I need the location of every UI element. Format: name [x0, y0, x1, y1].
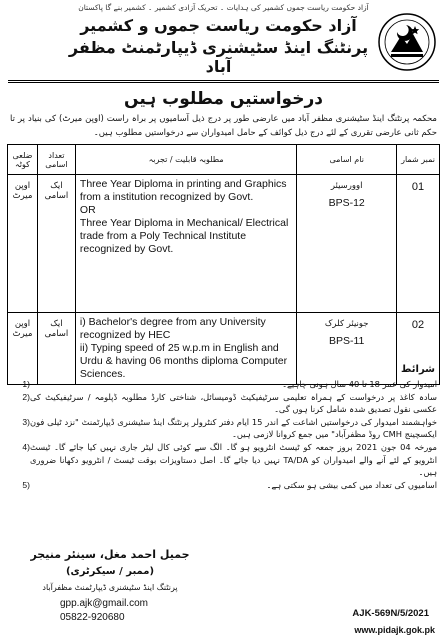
table-row [8, 175, 440, 313]
signatory-name: جمیل احمد مغل، سینئر منیجر [30, 548, 190, 561]
term-text: سادہ کاغذ پر درخواست کے ہمراہ تعلیمی سرٹیفیکیٹ ڈومیسائل، شناختی کارڈ مطلوبہ ڈپلومہ / سرٹیفیکیٹ کی عکسی نقول تصدیق شدہ شامل کرنا ہوں گی۔ [30, 391, 437, 415]
qualification-cell: Three Year Diploma in printing and Graphics from a institution recognized by Govt. OR Three Year Diploma in Mechanical/ Electrical trade from a Poly Technical Institute recognized by Govt. [75, 175, 296, 313]
list-item [10, 441, 437, 479]
quota-cell: اوپن میرٹ [8, 313, 38, 385]
list-item [10, 391, 437, 416]
table-row [8, 313, 440, 385]
terms-heading: شرائط [401, 364, 435, 375]
serial-cell [397, 175, 440, 313]
col-header-qualification: مطلوبہ قابلیت / تجربہ [75, 145, 296, 175]
header-divider-2 [8, 82, 439, 83]
qualification-cell: i) Bachelor's degree from any University recognized by HEC ii) Typing speed of 25 w.p.m in English and Urdu & having 06 months diploma Computer Sciences. [75, 313, 296, 385]
notice-intro: محکمہ پرنٹنگ اینڈ سٹیشنری مظفر آباد میں عارضی طور پر درج ذیل آسامیوں پر براہ راست (اوپن میرٹ) کی بنیاد پر تا حکم ثانی عارضی تقرری کے لئے درج ذیل کوائف کے حامل امیدواران سے درخواستیں مطلوب ہیں۔ [10, 114, 437, 138]
notice-title: درخواستیں مطلوب ہیں [124, 89, 323, 109]
term-number: (2 [22, 391, 30, 402]
count-cell: ایک اسامی [37, 313, 75, 385]
term-number: (5 [22, 479, 30, 490]
govt-title: آزاد حکومت ریاست جموں و کشمیر [80, 16, 357, 35]
table-header-row [8, 145, 440, 175]
signatory-department: پرنٹنگ اینڈ سٹیشنری ڈیپارٹمنٹ مظفرآباد [42, 583, 178, 592]
term-text: امیدوار کی عمر 18 تا 40 سال ہونی چاہیے۔ [282, 379, 437, 389]
col-header-count: تعداد اسامی [37, 145, 75, 175]
header-divider [8, 80, 439, 81]
list-item [10, 378, 437, 391]
term-number: (3 [22, 416, 30, 427]
advertisement-reference: AJK-569N/5/2021 [352, 608, 429, 619]
post-bps: BPS-12 [328, 197, 365, 209]
post-cell [297, 175, 397, 313]
term-text: مورخہ 04 جون 2021 بروز جمعہ کو ٹیسٹ انٹرویو ہو گا۔ الگ سے کوئی کال لیٹر جاری نہیں کیا جائے گا۔ ٹیسٹ انٹرویو کے لئے آنے والے امیدواران کو TA/DA نہیں دیا جائے گا۔ اصل دستاویزات بوقت ٹیسٹ / انٹرویو دکھانا ضروری ہیں۔ [30, 441, 437, 478]
contact-email[interactable]: gpp.ajk@gmail.com [60, 598, 148, 609]
serial-number: 02 [411, 319, 425, 331]
list-item [10, 479, 437, 492]
ajk-emblem-icon [377, 12, 437, 72]
col-header-quota: ضلعی کوٹہ [8, 145, 38, 175]
department-title: پرنٹنگ اینڈ سٹیشنری ڈیپارٹمنٹ مظفر آباد [68, 38, 369, 76]
contact-phone: 05822-920680 [60, 612, 125, 623]
post-cell [297, 313, 397, 385]
term-text: اسامیوں کی تعداد میں کمی بیشی ہو سکتی ہے۔ [266, 479, 437, 490]
serial-number: 01 [411, 181, 425, 193]
term-number: (1 [22, 379, 30, 389]
post-name: اوورسیئر [330, 181, 363, 191]
post-bps: BPS-11 [328, 335, 365, 347]
term-number: (4 [22, 441, 30, 452]
list-item [10, 416, 437, 441]
count-cell: ایک اسامی [37, 175, 75, 313]
post-name: جونیئر کلرک [324, 319, 369, 329]
term-text: خواہشمند امیدوار کی درخواستیں اشاعت کے اندر 15 ایام دفتر کنٹرولر پرنٹنگ اینڈ سٹیشنری ڈیپارٹمنٹ "نزد ٹیلی فون ایکسچینج CMH روڈ مظفرآباد" میں جمع کروانا لازمی ہیں۔ [30, 416, 437, 440]
col-header-post: نام اسامی [297, 145, 397, 175]
signatory-role: (ممبر / سیکرٹری) [65, 566, 155, 577]
website-link[interactable]: www.pidajk.gok.pk [354, 625, 435, 635]
terms-list [10, 378, 437, 491]
vacancies-table [7, 144, 440, 385]
header-slogan: آزاد حکومت ریاست جموں کشمیر کی ہدایات ۔ تحریک آزادی کشمیر ۔ کشمیر بنے گا پاکستان [78, 3, 369, 12]
quota-cell: اوپن میرٹ [8, 175, 38, 313]
col-header-serial: نمبر شمار [397, 145, 440, 175]
